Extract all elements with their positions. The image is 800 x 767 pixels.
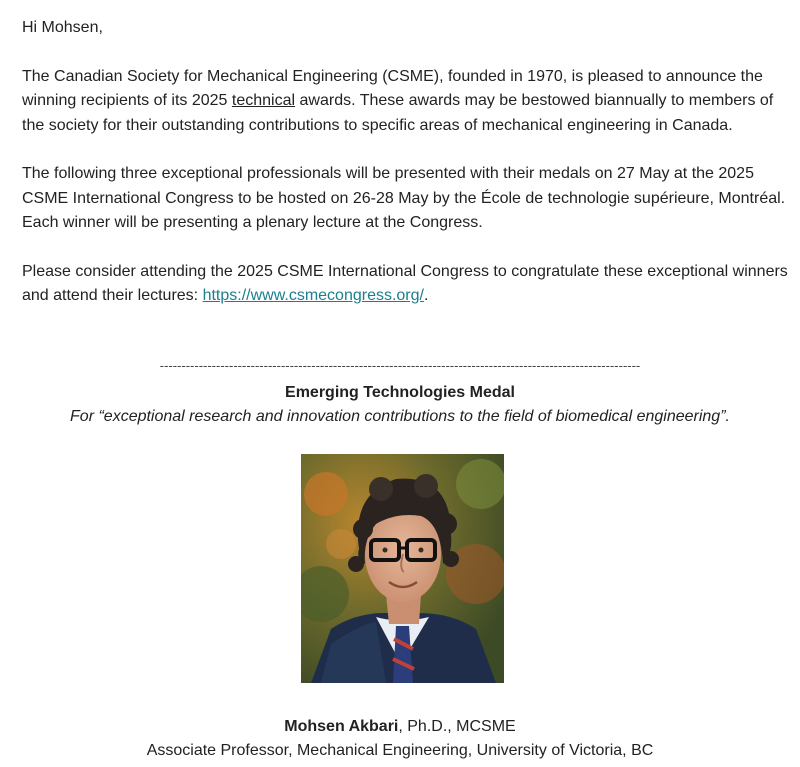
medal-title: Emerging Technologies Medal [285, 384, 515, 401]
greeting: Hi Mohsen, [22, 19, 103, 36]
winner-position: Associate Professor, Mechanical Engineering, University of Victoria, BC [146, 742, 654, 759]
winner-name-line [0, 718, 800, 736]
announcement-text-end: awards. These awards may be bestowed biannually to members of the society for their outstanding contributions to specific areas of mechanical engineering in Canada. [22, 92, 774, 134]
congress-paragraph: The following three exceptional professionals will be presented with their medals on 27 May at the 2025 CSME International Congress to be hosted on 26-28 May by the École de technologie supérieure, Montréal. Each winner will be presenting a plenary lecture at the Congress. [22, 165, 786, 231]
attend-paragraph [22, 260, 792, 309]
medal-citation: For “exceptional research and innovation contributions to the field of biomedical engineering”. [70, 408, 730, 425]
attend-text-end: . [423, 287, 429, 304]
winner-portrait [301, 454, 504, 683]
section-divider: --------------------------------------------------------------------------------------------------------------- [159, 358, 641, 373]
attend-text: Please consider attending the 2025 CSME International Congress to congratulate these exceptional winners and attend their lectures: [22, 262, 788, 304]
announcement-text-start: The Canadian Society for Mechanical Engineering (CSME), founded in 1970, is pleased to announce the winning recipients of its 2025 [22, 67, 763, 109]
email-body [22, 16, 792, 333]
announcement-paragraph [22, 65, 792, 139]
congress-link[interactable]: https://www.csmecongress.org/ [202, 287, 424, 304]
technical-underlined-word: technical [231, 92, 296, 109]
winner-name: Mohsen Akbari [284, 718, 399, 735]
winner-credentials: , Ph.D., MCSME [398, 718, 516, 735]
